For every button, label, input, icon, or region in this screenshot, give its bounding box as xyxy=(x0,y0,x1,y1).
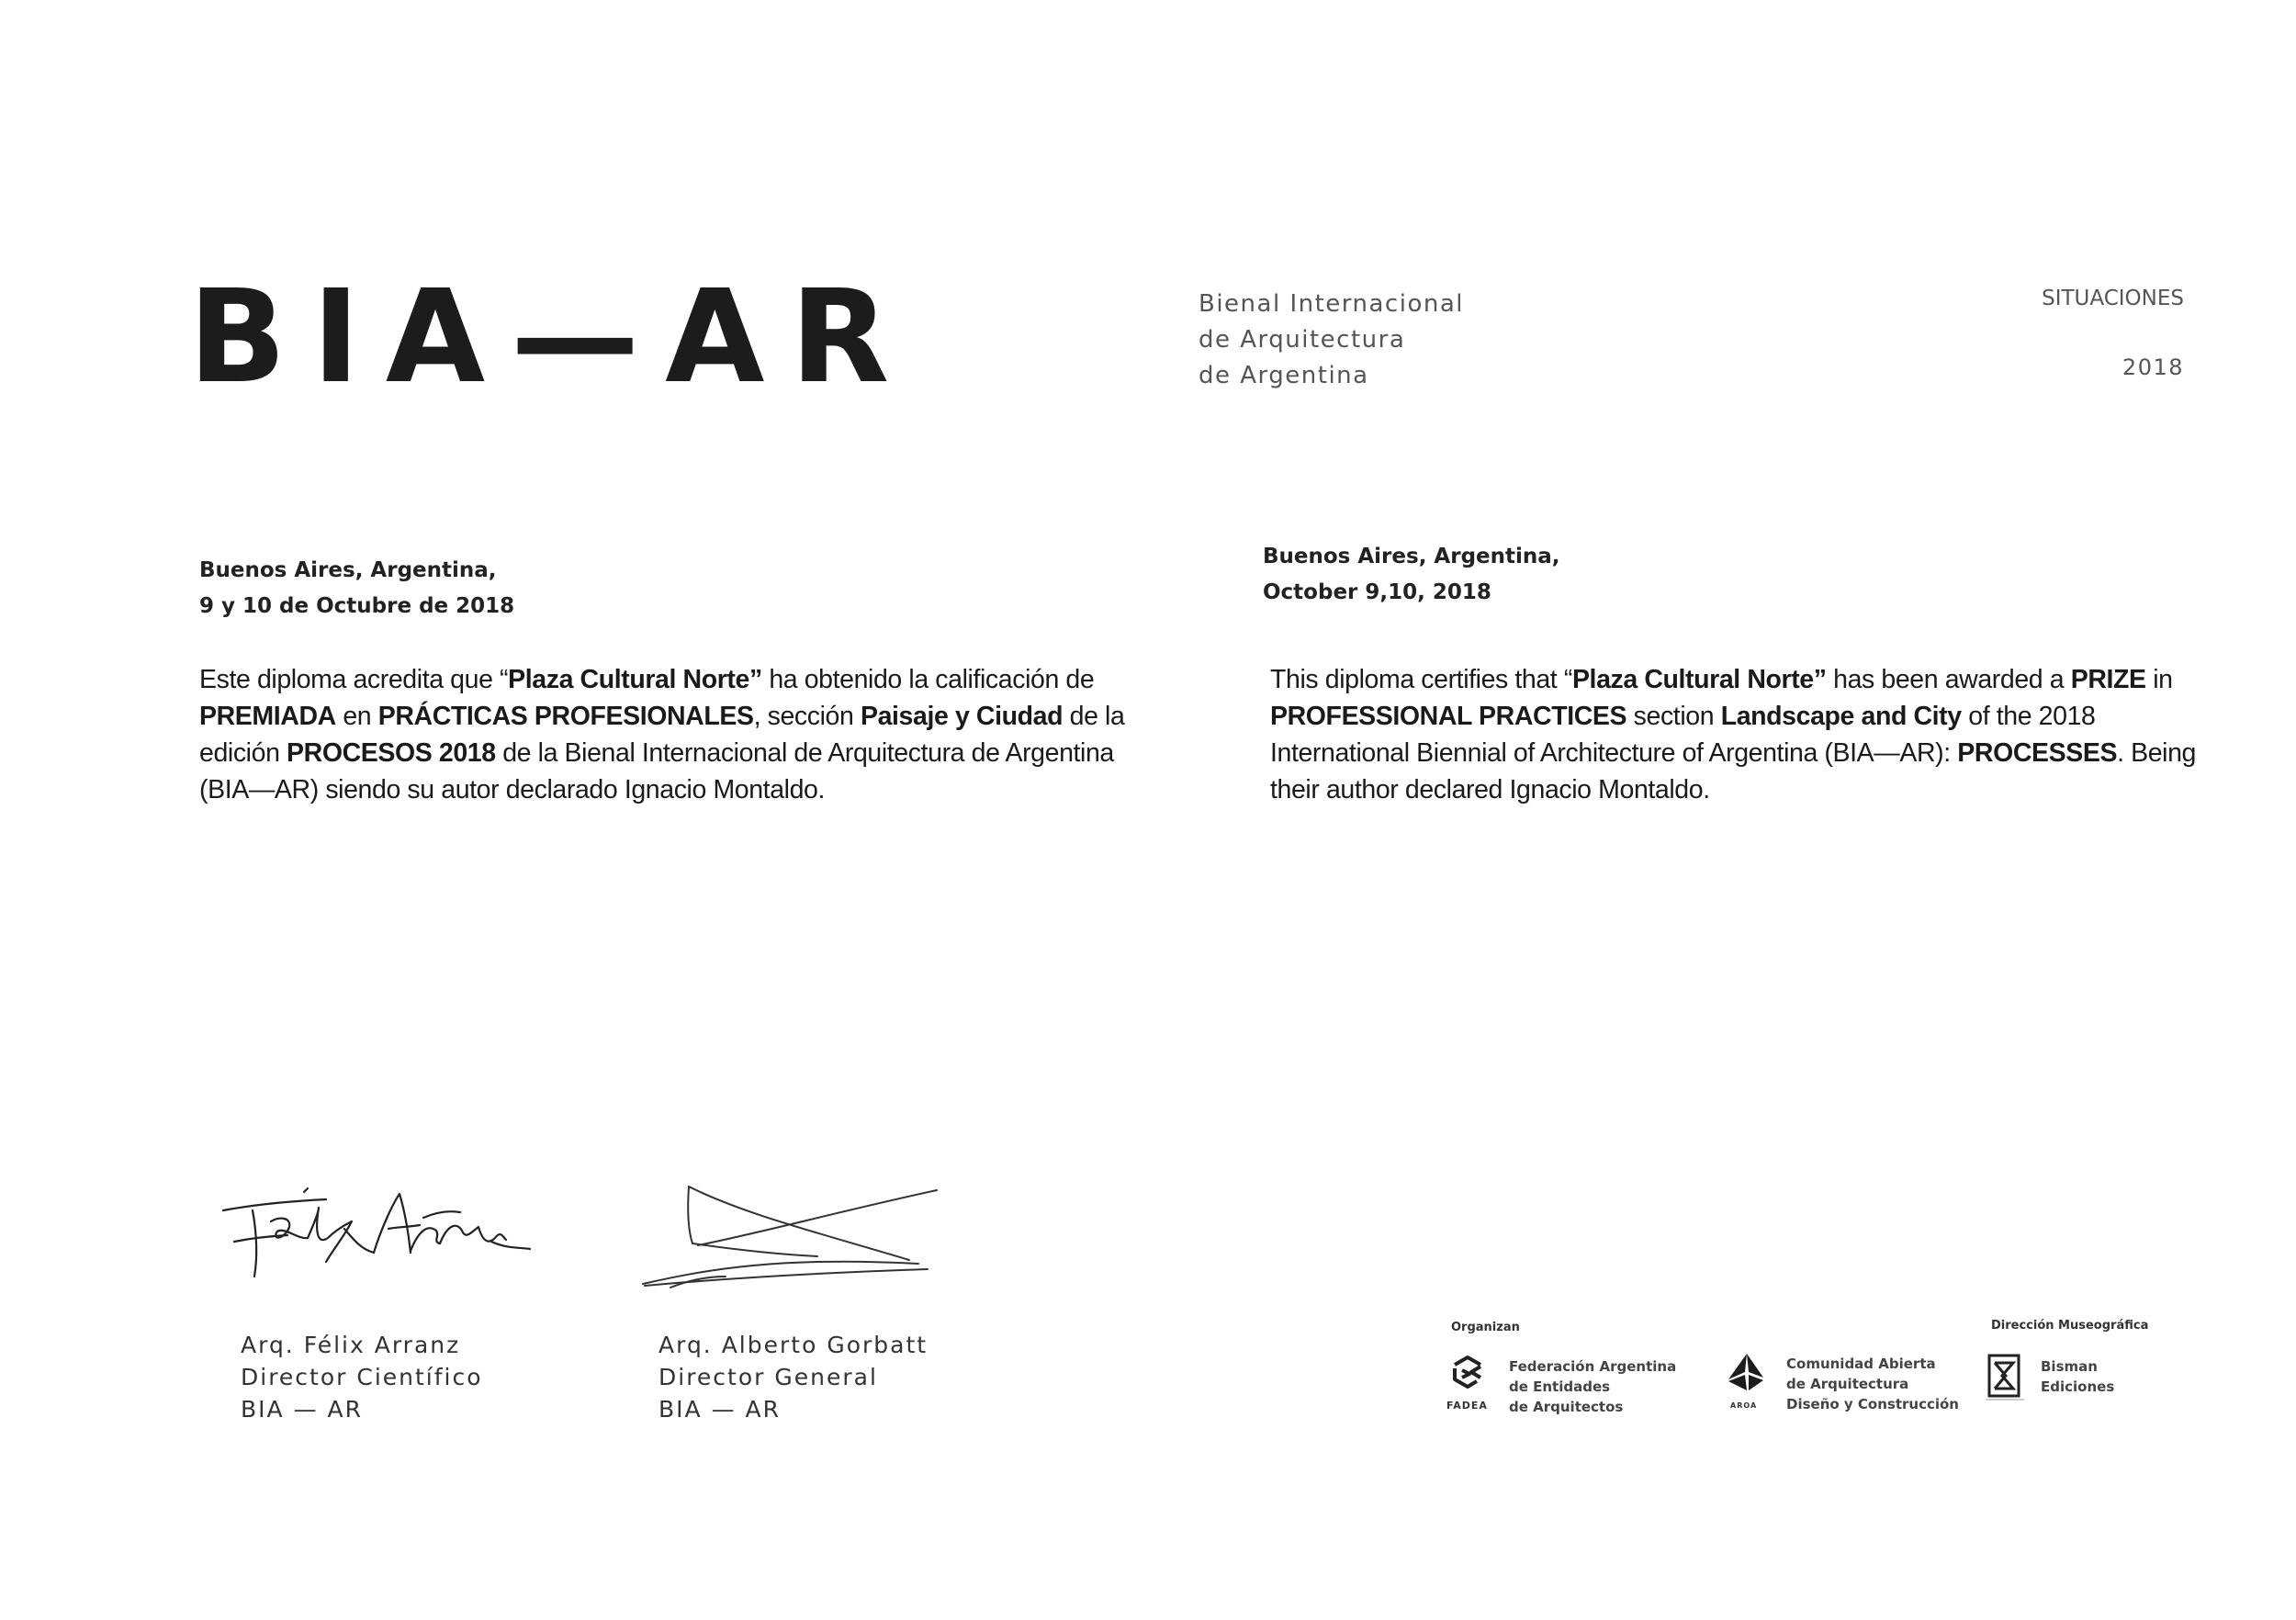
edition-name: PROCESOS 2018 xyxy=(287,738,496,768)
bisman-logo-icon xyxy=(1982,1354,2028,1401)
text-run: section xyxy=(1626,702,1721,731)
aroa-logo-icon xyxy=(1725,1352,1767,1392)
org-line: Federación Argentina xyxy=(1509,1358,1677,1375)
organizan-label: Organizan xyxy=(1451,1321,1520,1334)
project-name: Plaza Cultural Norte” xyxy=(508,665,762,694)
award-name: PREMIADA xyxy=(199,702,336,731)
date-line: 9 y 10 de Octubre de 2018 xyxy=(199,594,515,618)
category-name: PROFESSIONAL PRACTICES xyxy=(1270,702,1627,731)
museografica-label: Dirección Museográfica xyxy=(1991,1319,2149,1333)
org-line: de Arquitectura xyxy=(1786,1376,1909,1392)
text-run: , sección xyxy=(753,702,861,731)
signature-alberto-gorbatt xyxy=(634,1177,951,1297)
situaciones-label: SITUACIONES xyxy=(2042,287,2184,310)
signatory-org: BIA — AR xyxy=(658,1396,781,1423)
signature-block-gorbatt xyxy=(658,1329,928,1425)
section-name: Paisaje y Ciudad xyxy=(860,702,1064,731)
section-name: Landscape and City xyxy=(1720,702,1962,731)
org-line: Diseño y Construcción xyxy=(1786,1396,1959,1412)
situaciones-block xyxy=(2042,287,2184,380)
edition-name: PROCESSES xyxy=(1957,738,2118,768)
org-line: Ediciones xyxy=(2041,1378,2115,1395)
aroa-name xyxy=(1786,1354,1959,1414)
signature-felix-arranz xyxy=(216,1185,533,1290)
fadea-abbr: FADEA xyxy=(1446,1400,1488,1412)
text-run: de la Bienal Internacional de Arquitectura de Argentina (BIA—AR) siendo su autor declarado Ignacio Montaldo. xyxy=(199,738,1114,804)
date-line: October 9,10, 2018 xyxy=(1263,580,1491,604)
text-run: . Being their author declared Ignacio Montaldo. xyxy=(1270,738,2197,804)
bia-ar-logo: BIA—AR xyxy=(188,263,916,412)
org-line: Comunidad Abierta xyxy=(1786,1356,1936,1372)
text-run: Este diploma acredita que “ xyxy=(199,665,509,694)
edition-year: 2018 xyxy=(2122,354,2184,380)
date-block-spanish xyxy=(199,553,514,624)
signature-block-arranz xyxy=(241,1329,483,1425)
project-name: Plaza Cultural Norte” xyxy=(1571,665,1827,694)
city-line: Buenos Aires, Argentina, xyxy=(199,558,497,582)
category-name: PRÁCTICAS PROFESIONALES xyxy=(377,702,754,731)
bienal-line: de Argentina xyxy=(1199,362,1369,389)
text-run: in xyxy=(2145,665,2173,694)
bisman-name xyxy=(2041,1356,2114,1397)
text-run: of the 2018 International Biennial of Architecture of Argentina (BIA—AR): xyxy=(1270,702,2096,768)
award-name: PRIZE xyxy=(2070,665,2146,694)
signatory-name: Arq. Alberto Gorbatt xyxy=(658,1332,929,1358)
diploma-text-english xyxy=(1270,661,2207,808)
date-block-english xyxy=(1263,539,1560,611)
text-run: This diploma certifies that “ xyxy=(1270,665,1572,694)
text-run: ha obtenido la calificación de xyxy=(761,665,1095,694)
signatory-role: Director Científico xyxy=(241,1364,483,1390)
text-run: en xyxy=(335,702,378,731)
fadea-name xyxy=(1509,1356,1676,1417)
org-line: Bisman xyxy=(2041,1358,2098,1375)
bienal-line: de Arquitectura xyxy=(1199,326,1406,354)
signatory-name: Arq. Félix Arranz xyxy=(241,1332,461,1358)
fadea-logo-icon xyxy=(1449,1354,1486,1390)
diploma-text-spanish xyxy=(199,661,1154,808)
org-line: de Entidades xyxy=(1509,1378,1611,1395)
text-run: has been awarded a xyxy=(1826,665,2071,694)
bienal-title xyxy=(1199,287,1464,394)
text-run: de la edición xyxy=(199,702,1125,768)
aroa-abbr: AROA xyxy=(1730,1401,1758,1410)
org-line: de Arquitectos xyxy=(1509,1399,1624,1415)
bienal-line: Bienal Internacional xyxy=(1199,290,1464,318)
city-line: Buenos Aires, Argentina, xyxy=(1263,545,1560,568)
signatory-role: Director General xyxy=(658,1364,878,1390)
signatory-org: BIA — AR xyxy=(241,1396,363,1423)
